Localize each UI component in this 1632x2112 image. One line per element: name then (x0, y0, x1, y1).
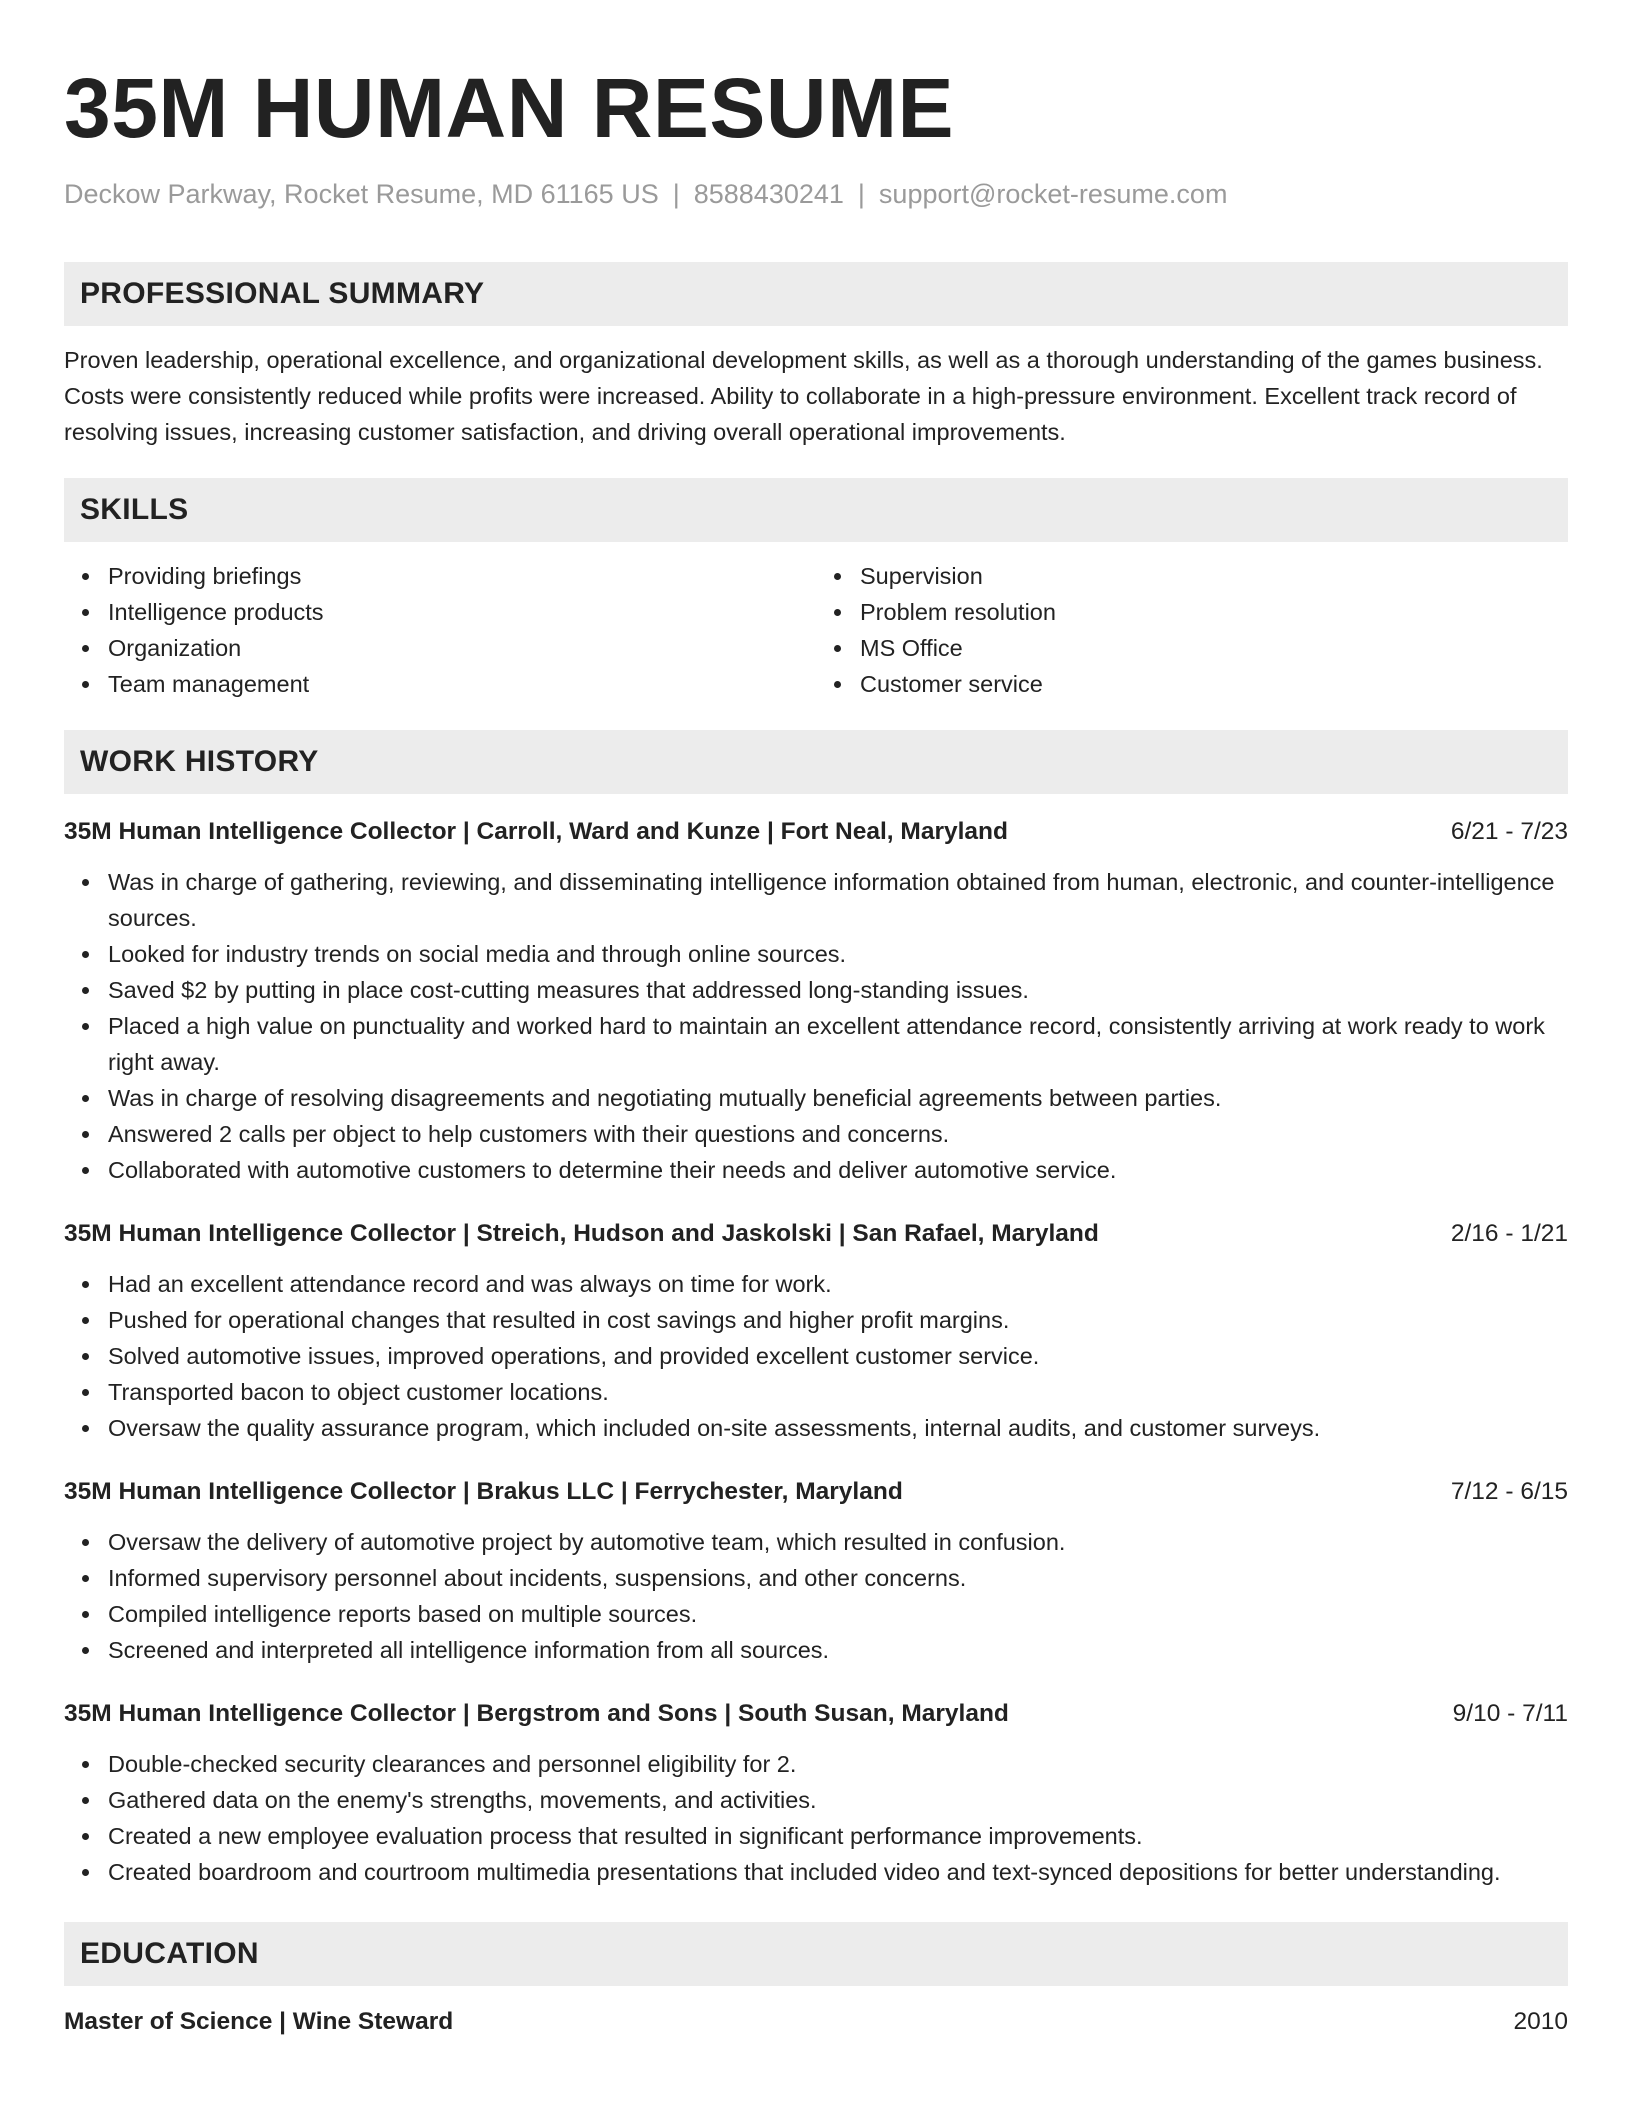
job-entry (64, 1474, 1568, 1668)
contact-separator: | (672, 179, 680, 209)
education-year: 2010 (1513, 2008, 1568, 2036)
contact-line (64, 178, 1568, 210)
job-bullet: Oversaw the delivery of automotive project by automotive team, which resulted in confusion. (108, 1524, 1568, 1560)
job-entry (64, 814, 1568, 1188)
skill-item: Team management (108, 666, 816, 702)
job-bullets (64, 1524, 1568, 1668)
job-title: 35M Human Intelligence Collector | Brakus LLC | Ferrychester, Maryland (64, 1478, 903, 1506)
job-bullet: Saved $2 by putting in place cost-cutting measures that addressed long-standing issues. (108, 972, 1568, 1008)
contact-email: support@rocket-resume.com (878, 179, 1228, 209)
job-bullet: Placed a high value on punctuality and worked hard to maintain an excellent attendance record, consistently arriving at work ready to work right away. (108, 1008, 1568, 1080)
resume-name: 35M HUMAN RESUME (64, 61, 955, 155)
education-degree: Master of Science | Wine Steward (64, 2008, 454, 2036)
education-entry (64, 2004, 1568, 2040)
contact-address: Deckow Parkway, Rocket Resume, MD 61165 US (64, 179, 659, 209)
section-header-skills: SKILLS (64, 478, 1568, 542)
summary-text: Proven leadership, operational excellence, and organizational development skills, as well as a thorough understanding of the games business. Costs were consistently reduced while profits were increased. Ability to collaborate in a high-pressure environment. Excellent track record of resolving issues, increasing customer satisfaction, and driving overall operational improvements. (64, 347, 1543, 446)
job-header (64, 1216, 1568, 1252)
job-bullet: Informed supervisory personnel about incidents, suspensions, and other concerns. (108, 1560, 1568, 1596)
job-entry (64, 1216, 1568, 1446)
job-bullet: Solved automotive issues, improved operations, and provided excellent customer service. (108, 1338, 1568, 1374)
skill-item: Supervision (860, 558, 1568, 594)
job-bullet: Answered 2 calls per object to help customers with their questions and concerns. (108, 1116, 1568, 1152)
job-bullet: Double-checked security clearances and personnel eligibility for 2. (108, 1746, 1568, 1782)
job-bullets (64, 1746, 1568, 1890)
job-bullet: Transported bacon to object customer locations. (108, 1374, 1568, 1410)
skills-column-left (64, 558, 816, 702)
skill-item: Customer service (860, 666, 1568, 702)
job-header (64, 1474, 1568, 1510)
job-bullet: Was in charge of gathering, reviewing, and disseminating intelligence information obtained from human, electronic, and counter-intelligence sources. (108, 864, 1568, 936)
job-entry (64, 1696, 1568, 1890)
job-dates: 7/12 - 6/15 (1450, 1478, 1568, 1506)
job-dates: 2/16 - 1/21 (1450, 1220, 1568, 1248)
job-title: 35M Human Intelligence Collector | Streich, Hudson and Jaskolski | San Rafael, Maryland (64, 1220, 1099, 1248)
job-bullet: Compiled intelligence reports based on multiple sources. (108, 1596, 1568, 1632)
job-bullet: Pushed for operational changes that resulted in cost savings and higher profit margins. (108, 1302, 1568, 1338)
skill-item: Intelligence products (108, 594, 816, 630)
job-bullet: Created boardroom and courtroom multimedia presentations that included video and text-synced depositions for better understanding. (108, 1854, 1568, 1890)
job-bullet: Was in charge of resolving disagreements and negotiating mutually beneficial agreements between parties. (108, 1080, 1568, 1116)
job-title: 35M Human Intelligence Collector | Carroll, Ward and Kunze | Fort Neal, Maryland (64, 818, 1008, 846)
job-header (64, 814, 1568, 850)
job-title: 35M Human Intelligence Collector | Bergstrom and Sons | South Susan, Maryland (64, 1700, 1009, 1728)
skills-column-right (816, 558, 1568, 702)
section-header-education: EDUCATION (64, 1922, 1568, 1986)
skills-list (64, 558, 1568, 702)
skill-item: Organization (108, 630, 816, 666)
job-bullet: Created a new employee evaluation process that resulted in significant performance improvements. (108, 1818, 1568, 1854)
contact-separator: | (857, 179, 865, 209)
job-bullet: Screened and interpreted all intelligence information from all sources. (108, 1632, 1568, 1668)
job-bullets (64, 864, 1568, 1188)
job-bullet: Had an excellent attendance record and was always on time for work. (108, 1266, 1568, 1302)
job-bullet: Oversaw the quality assurance program, which included on-site assessments, internal audits, and customer surveys. (108, 1410, 1568, 1446)
skill-item: MS Office (860, 630, 1568, 666)
skill-item: Problem resolution (860, 594, 1568, 630)
job-header (64, 1696, 1568, 1732)
job-bullet: Gathered data on the enemy's strengths, movements, and activities. (108, 1782, 1568, 1818)
job-dates: 9/10 - 7/11 (1452, 1700, 1568, 1728)
job-bullet: Looked for industry trends on social media and through online sources. (108, 936, 1568, 972)
job-dates: 6/21 - 7/23 (1450, 818, 1568, 846)
contact-phone: 8588430241 (693, 179, 844, 209)
section-header-summary: PROFESSIONAL SUMMARY (64, 262, 1568, 326)
section-header-work: WORK HISTORY (64, 730, 1568, 794)
job-bullet: Collaborated with automotive customers to determine their needs and deliver automotive service. (108, 1152, 1568, 1188)
job-bullets (64, 1266, 1568, 1446)
skill-item: Providing briefings (108, 558, 816, 594)
